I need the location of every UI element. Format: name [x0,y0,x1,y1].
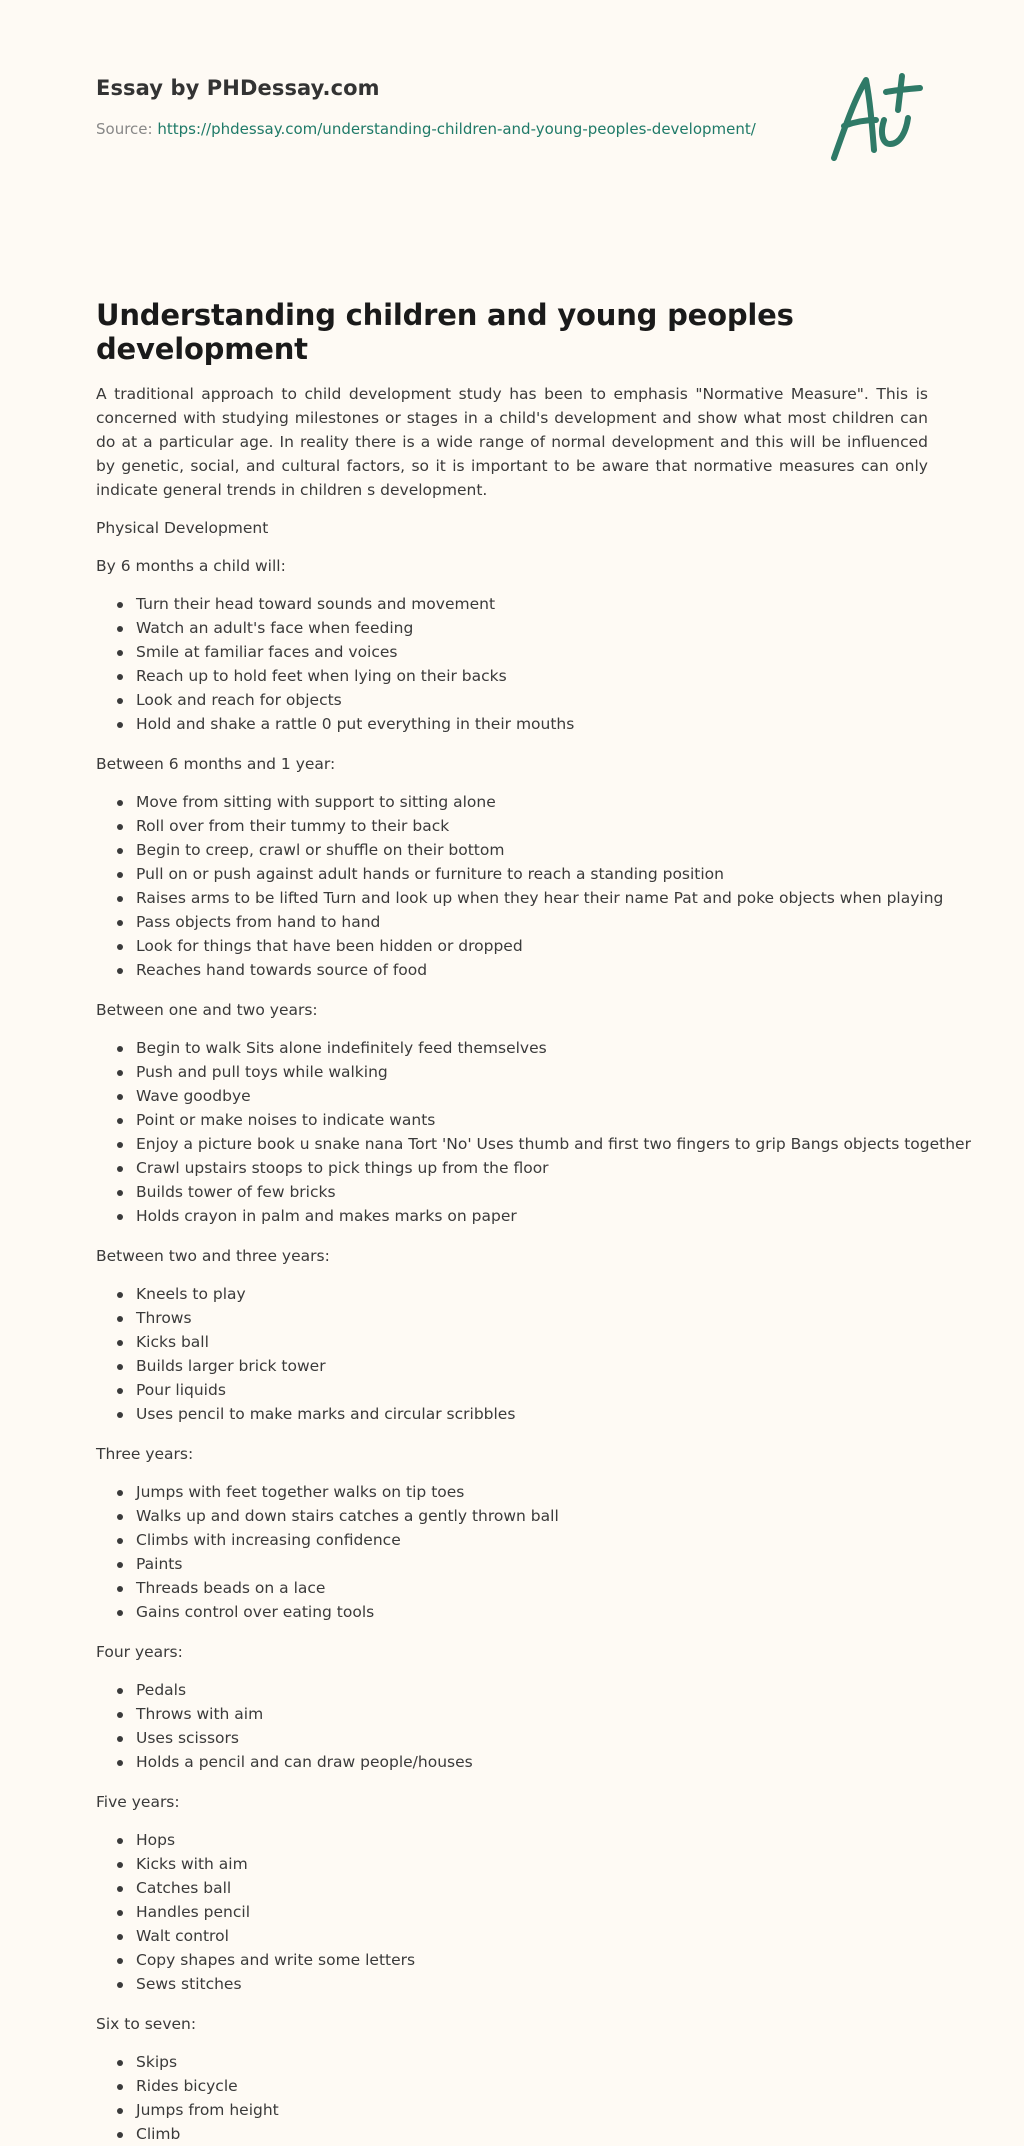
list-item: Look and reach for objects [136,688,928,712]
list-item: Walt control [136,1924,928,1948]
list-item: Begin to creep, crawl or shuffle on their bottom [136,838,928,862]
list-item: Jumps with feet together walks on tip toes [136,1480,928,1504]
group-heading: Between two and three years: [96,1247,330,1265]
source-line [96,120,928,138]
milestone-list [96,790,944,982]
milestone-list [96,1480,928,1624]
list-item: Pass objects from hand to hand [136,910,928,934]
group-heading: By 6 months a child will: [96,557,286,575]
list-item: Builds larger brick tower [136,1354,928,1378]
section-heading: Physical Development [96,519,269,537]
list-item: Paints [136,1552,928,1576]
milestone-list [96,1828,928,1996]
group-heading: Between 6 months and 1 year: [96,755,336,773]
list-item: Jumps from height [136,2098,928,2122]
list-item: Kneels to play [136,1282,928,1306]
list-item: Climb [136,2122,928,2146]
list-item: Reach up to hold feet when lying on their backs [136,664,928,688]
list-item: Builds tower of few bricks [136,1180,928,1204]
list-item: Smile at familiar faces and voices [136,640,928,664]
list-item: Sews stitches [136,1972,928,1996]
list-item: Kicks with aim [136,1852,928,1876]
milestone-list [96,1036,971,1228]
source-link[interactable]: https://phdessay.com/understanding-children-and-young-peoples-development/ [157,120,756,138]
a-plus-logo-icon [824,70,928,166]
milestone-list [96,2050,928,2146]
group-heading: Four years: [96,1643,183,1661]
list-item: Copy shapes and write some letters [136,1948,928,1972]
list-item: Raises arms to be lifted Turn and look up when they hear their name Pat and poke objects when playing [136,886,928,910]
list-item: Turn their head toward sounds and movement [136,592,928,616]
list-item: Throws with aim [136,1702,928,1726]
milestone-list [96,1678,928,1774]
list-item: Kicks ball [136,1330,928,1354]
list-item: Catches ball [136,1876,928,1900]
list-item: Watch an adult's face when feeding [136,616,928,640]
list-item: Threads beads on a lace [136,1576,928,1600]
list-item: Holds a pencil and can draw people/houses [136,1750,928,1774]
list-item: Enjoy a picture book u snake nana Tort 'No' Uses thumb and first two fingers to grip Bangs objects together [136,1132,928,1156]
list-item: Handles pencil [136,1900,928,1924]
milestone-list [96,592,928,736]
list-item: Pull on or push against adult hands or furniture to reach a standing position [136,862,928,886]
list-item: Wave goodbye [136,1084,928,1108]
intro-paragraph: A traditional approach to child development study has been to emphasis "Normative Measure". This is concerned with studying milestones or stages in a child's development and show what most children can do at a particular age. In reality there is a wide range of normal development and this will be influenced by genetic, social, and cultural factors, so it is important to be aware that normative measures can only indicate general trends in children s development. [96,385,928,499]
group-heading: Five years: [96,1793,180,1811]
milestone-groups [96,554,971,2146]
list-item: Hold and shake a rattle 0 put everything in their mouths [136,712,928,736]
list-item: Move from sitting with support to sitting alone [136,790,928,814]
milestone-list [96,1282,928,1426]
list-item: Reaches hand towards source of food [136,958,928,982]
list-item: Push and pull toys while walking [136,1060,928,1084]
list-item: Skips [136,2050,928,2074]
list-item: Uses scissors [136,1726,928,1750]
list-item: Crawl upstairs stoops to pick things up from the floor [136,1156,928,1180]
list-item: Roll over from their tummy to their back [136,814,928,838]
page-header [96,76,928,176]
list-item: Climbs with increasing confidence [136,1528,928,1552]
list-item: Look for things that have been hidden or dropped [136,934,928,958]
list-item: Throws [136,1306,928,1330]
list-item: Uses pencil to make marks and circular scribbles [136,1402,928,1426]
list-item: Point or make noises to indicate wants [136,1108,928,1132]
group-heading: Three years: [96,1445,194,1463]
list-item: Rides bicycle [136,2074,928,2098]
list-item: Pedals [136,1678,928,1702]
group-heading: Six to seven: [96,2015,197,2033]
list-item: Pour liquids [136,1378,928,1402]
list-item: Begin to walk Sits alone indefinitely feed themselves [136,1036,928,1060]
source-label: Source: [96,120,158,138]
list-item: Holds crayon in palm and makes marks on paper [136,1204,928,1228]
list-item: Walks up and down stairs catches a gently thrown ball [136,1504,928,1528]
group-heading: Between one and two years: [96,1001,318,1019]
article-title: Understanding children and young peoples development [96,298,794,366]
site-title: Essay by PHDessay.com [96,76,380,100]
list-item: Hops [136,1828,928,1852]
list-item: Gains control over eating tools [136,1600,928,1624]
